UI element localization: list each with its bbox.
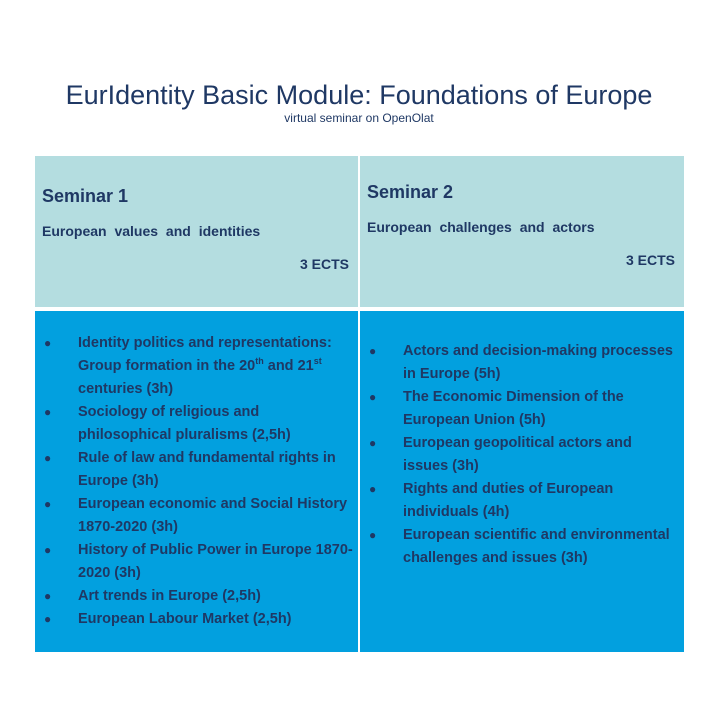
bullet-icon: ●	[44, 589, 52, 603]
bullet-icon: ●	[44, 497, 52, 511]
seminar-2-credits: 3 ECTS	[625, 252, 675, 268]
list-item	[35, 608, 354, 631]
page-subtitle: virtual seminar on OpenOlat	[284, 111, 434, 125]
seminar-2-title: Seminar 2	[367, 182, 454, 202]
topic-item-1: Identity politics and representations: Group formation in the 20th and 21st centuries (3h)	[78, 335, 332, 397]
list-item	[360, 478, 680, 524]
seminar-1-header	[35, 156, 358, 307]
list-item	[35, 332, 354, 401]
bullet-icon: ●	[44, 612, 52, 626]
topic-item-2: The Economic Dimension of the European Union (5h)	[403, 389, 624, 428]
seminar-1-topic-list	[35, 332, 354, 631]
topic-item-3: Rule of law and fundamental rights in Europe (3h)	[78, 450, 336, 489]
topic-item-4: Rights and duties of European individuals (4h)	[403, 481, 614, 520]
bullet-icon: ●	[369, 436, 377, 450]
list-item	[360, 524, 680, 570]
topic-item-7: European Labour Market (2,5h)	[78, 611, 292, 627]
list-item	[360, 340, 680, 386]
seminar-1-title: Seminar 1	[42, 186, 129, 206]
seminar-1-credits: 3 ECTS	[299, 256, 349, 272]
seminar-2-topic-list	[360, 340, 680, 570]
bullet-icon: ●	[369, 528, 377, 542]
bullet-icon: ●	[44, 451, 52, 465]
list-item	[35, 493, 354, 539]
bullet-icon: ●	[44, 405, 52, 419]
topic-item-5: European scientific and environmental challenges and issues (3h)	[403, 527, 670, 566]
topic-item-2: Sociology of religious and philosophical pluralisms (2,5h)	[78, 404, 291, 443]
list-item	[360, 432, 680, 478]
topic-item-5: History of Public Power in Europe 1870-2020 (3h)	[78, 542, 353, 581]
seminar-2-topics-panel	[360, 311, 684, 652]
topic-item-1: Actors and decision-making processes in Europe (5h)	[403, 343, 673, 382]
bullet-icon: ●	[44, 336, 52, 350]
list-item	[35, 585, 354, 608]
list-item	[35, 447, 354, 493]
bullet-icon: ●	[369, 390, 377, 404]
seminar-1-topic: European values and identities	[42, 223, 261, 239]
seminar-2-topic: European challenges and actors	[367, 219, 595, 235]
list-item	[35, 539, 354, 585]
bullet-icon: ●	[369, 344, 377, 358]
bullet-icon: ●	[44, 543, 52, 557]
topic-item-4: European economic and Social History 1870-2020 (3h)	[78, 496, 348, 535]
list-item	[35, 401, 354, 447]
seminar-2-header	[360, 156, 684, 307]
bullet-icon: ●	[369, 482, 377, 496]
list-item	[360, 386, 680, 432]
topic-item-3: European geopolitical actors and issues (3h)	[403, 435, 632, 474]
seminar-1-topics-panel	[35, 311, 358, 652]
topic-item-6: Art trends in Europe (2,5h)	[78, 588, 261, 604]
page-title: EurIdentity Basic Module: Foundations of Europe	[65, 80, 653, 110]
